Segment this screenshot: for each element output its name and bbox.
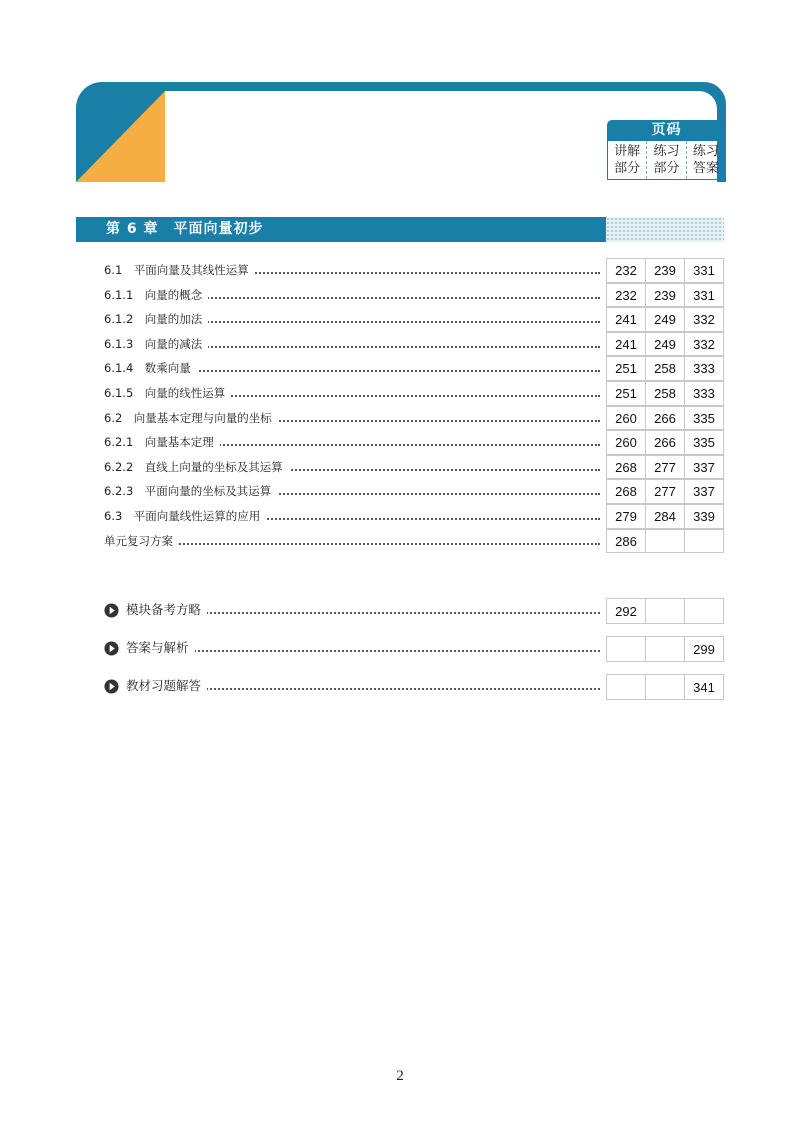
- toc-entry-label: 6.2 向量基本定理与向量的坐标: [104, 406, 278, 431]
- answer-page: 335: [684, 430, 724, 455]
- lecture-page: 286: [606, 529, 646, 554]
- practice-page: 277: [645, 479, 685, 504]
- lecture-page: [606, 636, 646, 662]
- module-label: 教材习题解答: [126, 674, 207, 698]
- practice-page: 239: [645, 258, 685, 283]
- column-label: 练习: [653, 144, 680, 159]
- page-numbers: [606, 430, 724, 455]
- chapter-header: [76, 217, 724, 242]
- page-numbers: [606, 636, 724, 662]
- answer-page: 337: [684, 479, 724, 504]
- page-numbers: [606, 258, 724, 283]
- practice-page: [645, 529, 685, 554]
- page-code-legend: [607, 120, 726, 180]
- answer-page: 332: [684, 332, 724, 357]
- answer-page: 331: [684, 258, 724, 283]
- practice-page: [645, 636, 685, 662]
- toc-entry[interactable]: [104, 430, 724, 455]
- toc-entry-label: 6.1.5 向量的线性运算: [104, 381, 231, 406]
- page-code-columns: [607, 141, 726, 180]
- column-label: 练习: [692, 144, 719, 159]
- toc-entry[interactable]: [104, 307, 724, 332]
- toc-entry[interactable]: [104, 529, 724, 554]
- answer-page: 299: [684, 636, 724, 662]
- lecture-page: [606, 674, 646, 700]
- toc-entry[interactable]: [104, 356, 724, 381]
- answer-page: 333: [684, 381, 724, 406]
- banner-orange-triangle: [76, 82, 165, 182]
- dot-leader: [126, 650, 600, 652]
- toc-entry[interactable]: [104, 283, 724, 308]
- page-numbers: [606, 356, 724, 381]
- column-label: 部分: [614, 161, 641, 176]
- toc-entry-label: 6.1.3 向量的减法: [104, 332, 208, 357]
- practice-page: [645, 674, 685, 700]
- lecture-page: 232: [606, 258, 646, 283]
- answer-page: 337: [684, 455, 724, 480]
- arrow-circle-icon: [104, 679, 119, 694]
- answer-page: 332: [684, 307, 724, 332]
- column-lecture: [608, 141, 647, 179]
- lecture-page: 251: [606, 356, 646, 381]
- column-label: 讲解: [614, 144, 641, 159]
- lecture-page: 232: [606, 283, 646, 308]
- toc-entry-label: 6.3 平面向量线性运算的应用: [104, 504, 266, 529]
- answer-page: 341: [684, 674, 724, 700]
- toc-entry-label: 6.2.1 向量基本定理: [104, 430, 220, 455]
- practice-page: 258: [645, 356, 685, 381]
- column-practice: [647, 141, 686, 179]
- page-numbers: [606, 332, 724, 357]
- toc-entry[interactable]: [104, 381, 724, 406]
- chapter-title: 第 6 章 平面向量初步: [76, 217, 606, 242]
- page-number: 2: [396, 1068, 404, 1084]
- lecture-page: 241: [606, 307, 646, 332]
- practice-page: 239: [645, 283, 685, 308]
- toc-entry[interactable]: [104, 479, 724, 504]
- toc-entry-label: 6.1.4 数乘向量: [104, 356, 197, 381]
- module-label: 答案与解析: [126, 636, 195, 660]
- practice-page: 266: [645, 406, 685, 431]
- practice-page: 258: [645, 381, 685, 406]
- module-label: 模块备考方略: [126, 598, 207, 622]
- toc-entry[interactable]: [104, 455, 724, 480]
- answer-page: 339: [684, 504, 724, 529]
- lecture-page: 251: [606, 381, 646, 406]
- toc-entry[interactable]: [104, 504, 724, 529]
- lecture-page: 268: [606, 479, 646, 504]
- toc-entry-label: 6.1.1 向量的概念: [104, 283, 208, 308]
- column-answers: [687, 141, 725, 179]
- practice-page: [645, 598, 685, 624]
- column-label: 答案: [692, 161, 719, 176]
- module-entry[interactable]: [104, 598, 724, 624]
- toc-entry-label: 6.2.2 直线上向量的坐标及其运算: [104, 455, 289, 480]
- practice-page: 249: [645, 307, 685, 332]
- practice-page: 249: [645, 332, 685, 357]
- page-numbers: [606, 307, 724, 332]
- page-numbers: [606, 283, 724, 308]
- page-numbers: [606, 529, 724, 554]
- answer-page: 333: [684, 356, 724, 381]
- toc-entry-label: 6.1.2 向量的加法: [104, 307, 208, 332]
- toc-entry-label: 单元复习方案: [104, 529, 179, 554]
- lecture-page: 241: [606, 332, 646, 357]
- page-numbers: [606, 455, 724, 480]
- page-numbers: [606, 674, 724, 700]
- page-numbers: [606, 598, 724, 624]
- toc-entry-label: 6.1 平面向量及其线性运算: [104, 258, 255, 283]
- module-entry[interactable]: [104, 636, 724, 662]
- answer-page: 331: [684, 283, 724, 308]
- arrow-circle-icon: [104, 641, 119, 656]
- module-entry[interactable]: [104, 674, 724, 700]
- page-code-title: 页码: [607, 120, 726, 141]
- answer-page: [684, 598, 724, 624]
- answer-page: [684, 529, 724, 554]
- page-numbers: [606, 479, 724, 504]
- lecture-page: 292: [606, 598, 646, 624]
- page-numbers: [606, 504, 724, 529]
- toc-entry-label: 6.2.3 平面向量的坐标及其运算: [104, 479, 277, 504]
- lecture-page: 260: [606, 406, 646, 431]
- answer-page: 335: [684, 406, 724, 431]
- toc-entry[interactable]: [104, 258, 724, 283]
- lecture-page: 260: [606, 430, 646, 455]
- arrow-circle-icon: [104, 603, 119, 618]
- practice-page: 266: [645, 430, 685, 455]
- toc-list: [104, 258, 724, 553]
- page-numbers: [606, 381, 724, 406]
- toc-entry[interactable]: [104, 332, 724, 357]
- practice-page: 277: [645, 455, 685, 480]
- column-label: 部分: [653, 161, 680, 176]
- toc-entry[interactable]: [104, 406, 724, 431]
- page-numbers: [606, 406, 724, 431]
- chapter-dot-pattern: [606, 217, 724, 242]
- practice-page: 284: [645, 504, 685, 529]
- lecture-page: 268: [606, 455, 646, 480]
- lecture-page: 279: [606, 504, 646, 529]
